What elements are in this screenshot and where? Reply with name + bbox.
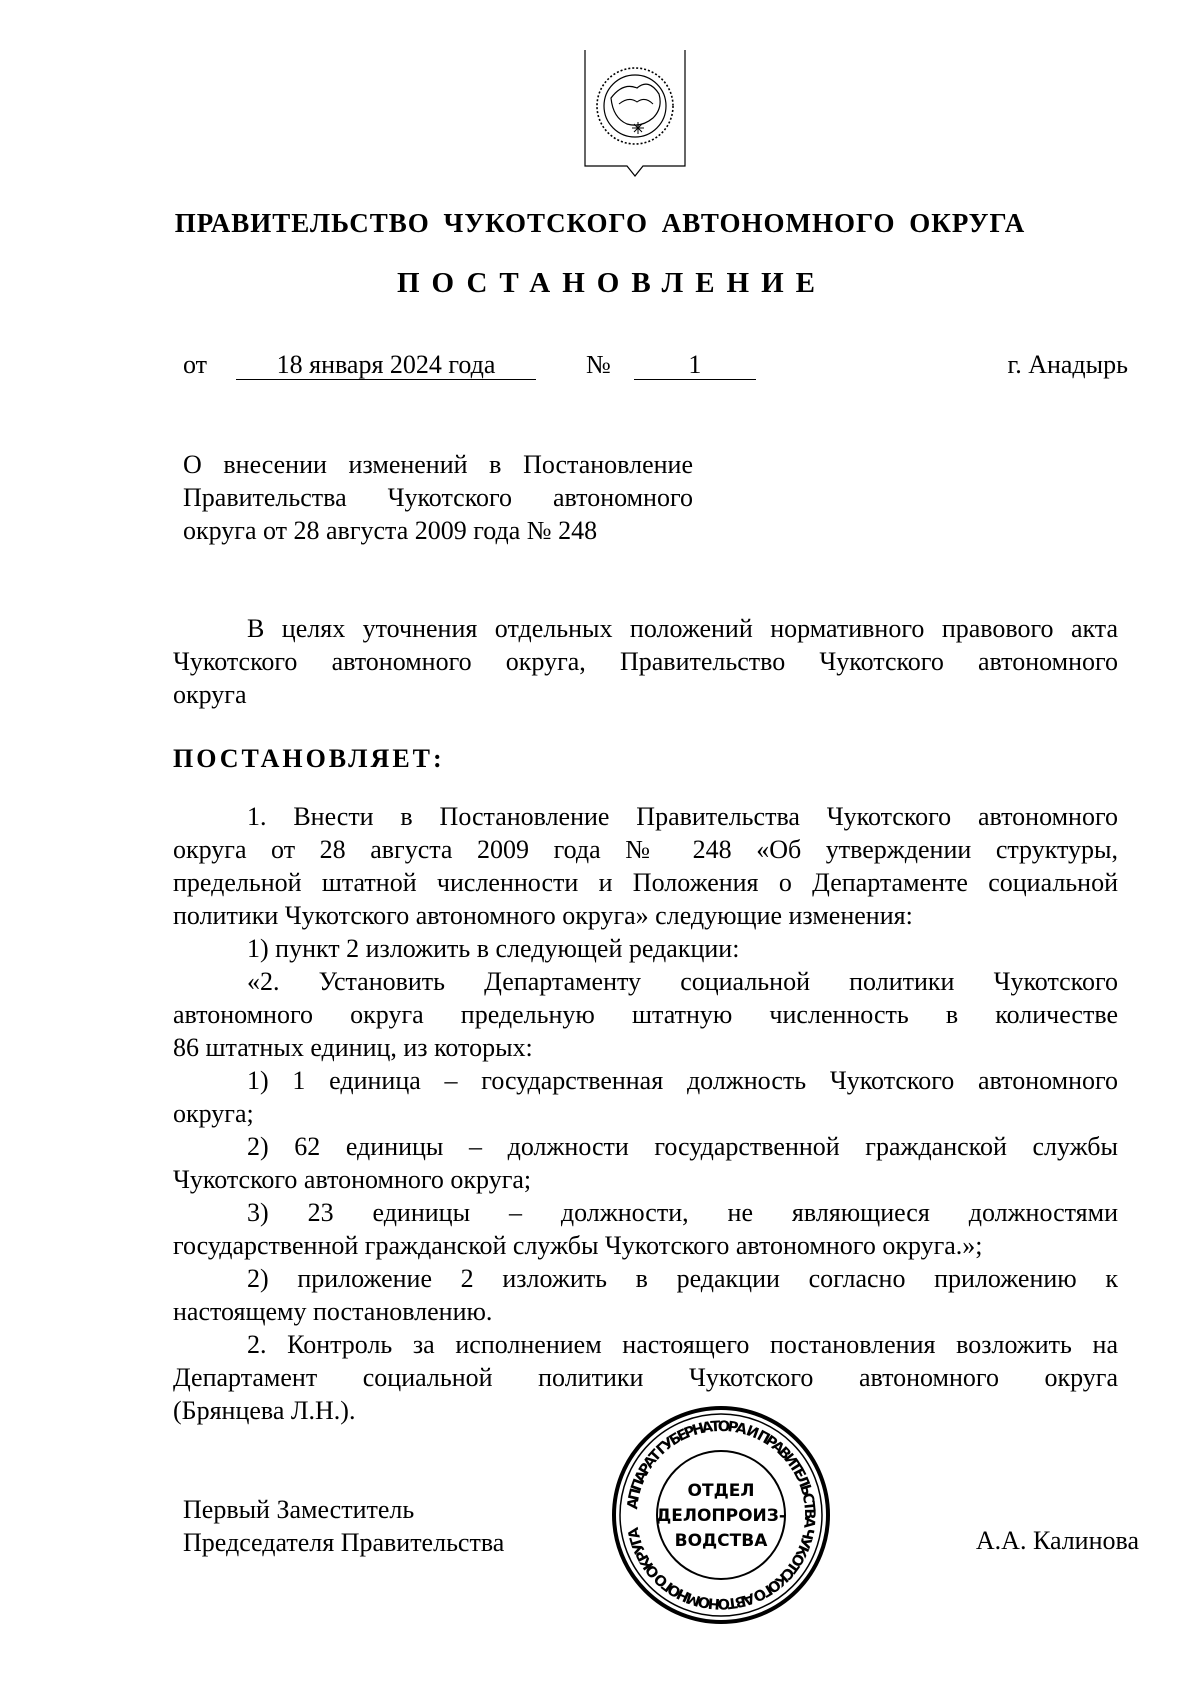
organization-title: ПРАВИТЕЛЬСТВО ЧУКОТСКОГО АВТОНОМНОГО ОКРУГА <box>174 208 1026 238</box>
number-field <box>586 350 756 380</box>
subject-line: округа от 28 августа 2009 года № 248 <box>183 516 598 545</box>
number-label: № <box>586 350 611 379</box>
text-line: округа от 28 августа 2009 года № 248 «Об утверждении структуры, <box>173 835 1118 864</box>
text-line: автономного округа предельную штатную численность в количестве <box>173 1000 1118 1029</box>
subject-line: Правительства Чукотского автономного <box>183 483 693 512</box>
preamble-paragraph <box>173 612 1118 711</box>
text-line: 1) пункт 2 изложить в следующей редакции: <box>247 934 740 963</box>
resolves-heading: ПОСТАНОВЛЯЕТ: <box>173 744 445 773</box>
signatory-position <box>183 1493 504 1559</box>
resolution-items <box>173 800 1118 1427</box>
text-line: 1. Внести в Постановление Правительства Чукотского автономного <box>247 802 1118 831</box>
text-line: Департамент социальной политики Чукотского автономного округа <box>173 1363 1118 1392</box>
document-date: 18 января 2024 года <box>236 351 536 380</box>
position-line: Первый Заместитель <box>183 1495 415 1524</box>
text-line: округа <box>173 680 247 709</box>
text-line: 2. Контроль за исполнением настоящего постановления возложить на <box>247 1330 1118 1359</box>
stamp-ring-text: АППАРАТ ГУБЕРНАТОРА И ПРАВИТЕЛЬСТВА ЧУКОТСКОГО АВТОНОМНОГО ОКРУГА <box>625 1418 818 1612</box>
text-line: предельной штатной численности и Положения о Департаменте социальной <box>173 868 1118 897</box>
date-label: от <box>183 350 208 379</box>
official-stamp <box>610 1404 832 1626</box>
date-field <box>183 350 536 380</box>
position-line: Председателя Правительства <box>183 1528 505 1557</box>
signatory-name: А.А. Калинова <box>975 1526 1139 1555</box>
document-number: 1 <box>634 351 756 380</box>
city-label: г. Анадырь <box>1007 350 1128 379</box>
text-line: 3) 23 единицы – должности, не являющиеся должностями <box>247 1198 1118 1227</box>
text-line: «2. Установить Департаменту социальной политики Чукотского <box>247 967 1118 996</box>
text-line: государственной гражданской службы Чукотского автономного округа.»; <box>173 1231 983 1260</box>
text-line: (Брянцева Л.Н.). <box>173 1396 356 1425</box>
stamp-center-line: ДЕЛОПРОИЗ- <box>656 1506 786 1526</box>
text-line: политики Чукотского автономного округа» следующие изменения: <box>173 901 913 930</box>
text-line: настоящему постановлению. <box>173 1297 493 1326</box>
document-type-title: ПОСТАНОВЛЕНИЕ <box>396 267 827 299</box>
text-line: Чукотского автономного округа, Правительство Чукотского автономного <box>173 647 1118 676</box>
text-line: 86 штатных единиц, из которых: <box>173 1033 533 1062</box>
document-subject <box>183 448 693 547</box>
coat-of-arms-icon <box>575 48 695 208</box>
text-line: В целях уточнения отдельных положений нормативного правового акта <box>247 614 1118 643</box>
subject-line: О внесении изменений в Постановление <box>183 450 693 479</box>
text-line: 2) приложение 2 изложить в редакции согласно приложению к <box>247 1264 1118 1293</box>
text-line: Чукотского автономного округа; <box>173 1165 532 1194</box>
stamp-center-line: ОТДЕЛ <box>687 1481 755 1501</box>
text-line: 1) 1 единица – государственная должность Чукотского автономного <box>247 1066 1118 1095</box>
text-line: округа; <box>173 1099 254 1128</box>
text-line: 2) 62 единицы – должности государственной гражданской службы <box>247 1132 1118 1161</box>
stamp-center-line: ВОДСТВА <box>674 1531 768 1551</box>
